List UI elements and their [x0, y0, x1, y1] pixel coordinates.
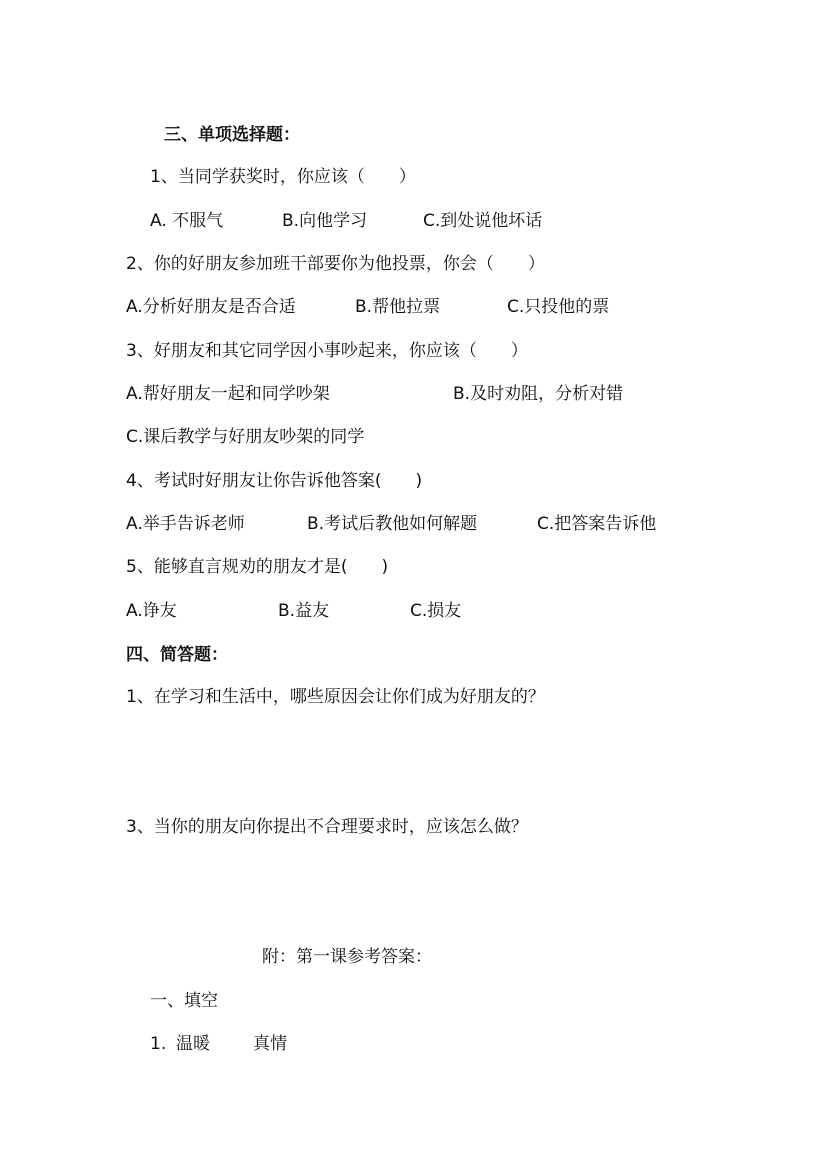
short-answer-1: 1、在学习和生活中，哪些原因会让你们成为好朋友的？	[126, 687, 545, 707]
answer-1-a: 温暖	[176, 1034, 210, 1054]
q3-option-c: C.课后教学与好朋友吵架的同学	[126, 427, 365, 447]
answer-1-b: 真情	[253, 1034, 287, 1054]
q1-option-b: B.向他学习	[282, 211, 368, 231]
section-3-heading: 三、单项选择题：	[164, 125, 300, 145]
question-2: 2、你的好朋友参加班干部要你为他投票，你会（ ）	[126, 254, 545, 274]
q2-option-a: A.分析好朋友是否合适	[126, 297, 296, 317]
question-3: 3、好朋友和其它同学因小事吵起来，你应该（ ）	[126, 341, 528, 361]
question-4: 4、考试时好朋友让你告诉他答案( )	[126, 471, 423, 491]
q4-option-b: B.考试后教他如何解题	[307, 514, 478, 534]
q2-option-b: B.帮他拉票	[355, 297, 441, 317]
question-1: 1、当同学获奖时，你应该（ ）	[150, 167, 416, 187]
q5-option-a: A.诤友	[126, 601, 177, 621]
answer-1-number: 1.	[150, 1034, 167, 1054]
q4-option-c: C.把答案告诉他	[537, 514, 657, 534]
question-5: 5、能够直言规劝的朋友才是( )	[126, 557, 389, 577]
q5-option-c: C.损友	[410, 601, 462, 621]
appendix-part-1: 一、填空	[150, 991, 218, 1011]
q3-option-b: B.及时劝阻，分析对错	[453, 384, 624, 404]
q1-option-a: A. 不服气	[150, 211, 224, 231]
q1-option-c: C.到处说他坏话	[423, 211, 543, 231]
q5-option-b: B.益友	[278, 601, 330, 621]
q4-option-a: A.举手告诉老师	[126, 514, 245, 534]
q3-option-a: A.帮好朋友一起和同学吵架	[126, 384, 330, 404]
short-answer-3: 3、当你的朋友向你提出不合理要求时，应该怎么做？	[126, 817, 528, 837]
q2-option-c: C.只投他的票	[507, 297, 610, 317]
section-4-heading: 四、简答题：	[126, 645, 228, 665]
appendix-title: 附：第一课参考答案：	[262, 947, 432, 967]
